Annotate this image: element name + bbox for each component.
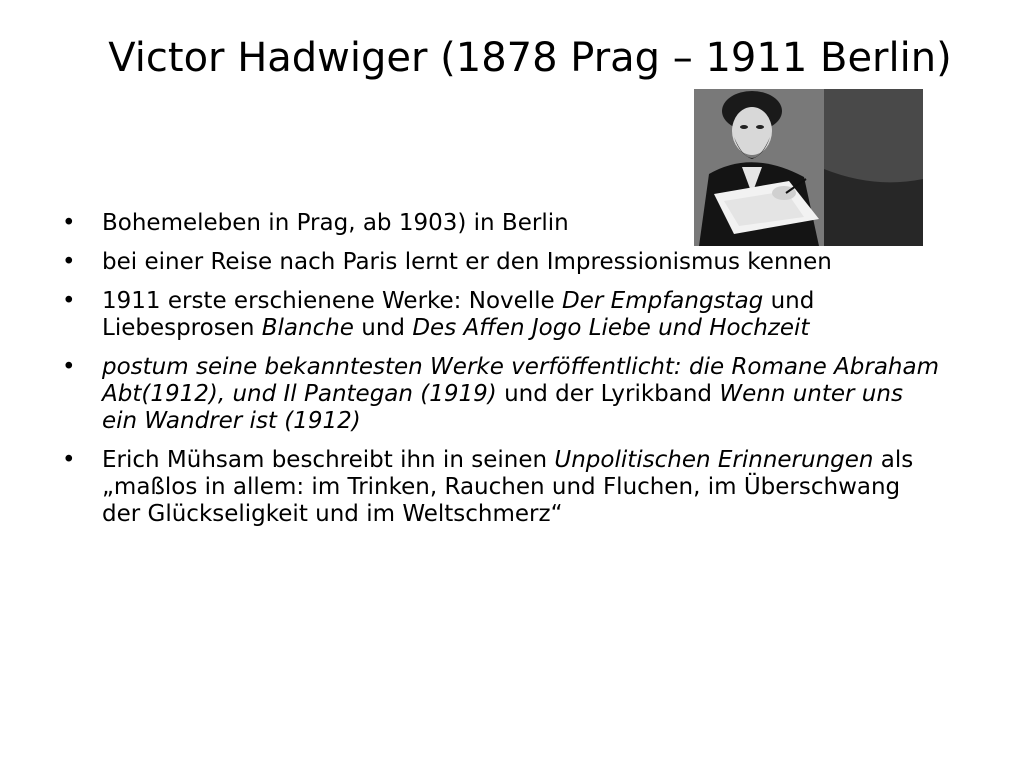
bullet-text-italic: Blanche [261,315,354,341]
bullet-text [102,249,832,275]
bullet-item [62,288,942,342]
bullet-marker: • [62,210,76,236]
bullet-text-segment: und der Lyrikband [496,381,720,407]
bullet-text [102,354,939,434]
bullet-marker: • [62,288,76,314]
bullet-item [62,447,942,528]
bullet-text-segment: und Liebesprosen [102,288,815,341]
bullet-list [62,210,942,540]
bullet-item [62,249,942,276]
bullet-text-segment: Erich Mühsam beschreibt ihn in seinen [102,447,555,473]
bullet-text-segment: und [353,315,413,341]
bullet-text-segment: Bohemeleben in Prag, ab 1903) in Berlin [102,210,569,236]
bullet-marker: • [62,447,76,473]
bullet-text-italic: Unpolitischen Erinnerungen [554,447,874,473]
slide-title: Victor Hadwiger (1878 Prag – 1911 Berlin) [108,35,952,81]
bullet-text-italic: Wenn unter uns ein Wandrer ist (1912) [102,381,903,434]
bullet-text [102,447,913,527]
bullet-text-segment: 1911 erste erschienene Werke: Novelle [102,288,563,314]
bullet-text-italic: postum seine bekanntesten Werke verföffentlicht: die Romane Abraham Abt(1912), und Il Pantegan (1919) [102,354,939,407]
bullet-item [62,210,942,237]
bullet-item [62,354,942,435]
bullet-text [102,210,569,237]
bullet-text-segment: bei einer Reise nach Paris lernt er den Impressionismus kennen [102,249,832,275]
bullet-text-italic: Des Affen Jogo Liebe und Hochzeit [412,315,810,341]
bullet-text-italic: Der Empfangstag [562,288,764,314]
bullet-marker: • [62,249,76,275]
bullet-text-segment: als „maßlos in allem: im Trinken, Rauchen und Fluchen, im Überschwang der Glückseligkeit und im Weltschmerz“ [102,447,914,527]
bullet-text [102,288,814,341]
bullet-marker: • [62,354,76,380]
